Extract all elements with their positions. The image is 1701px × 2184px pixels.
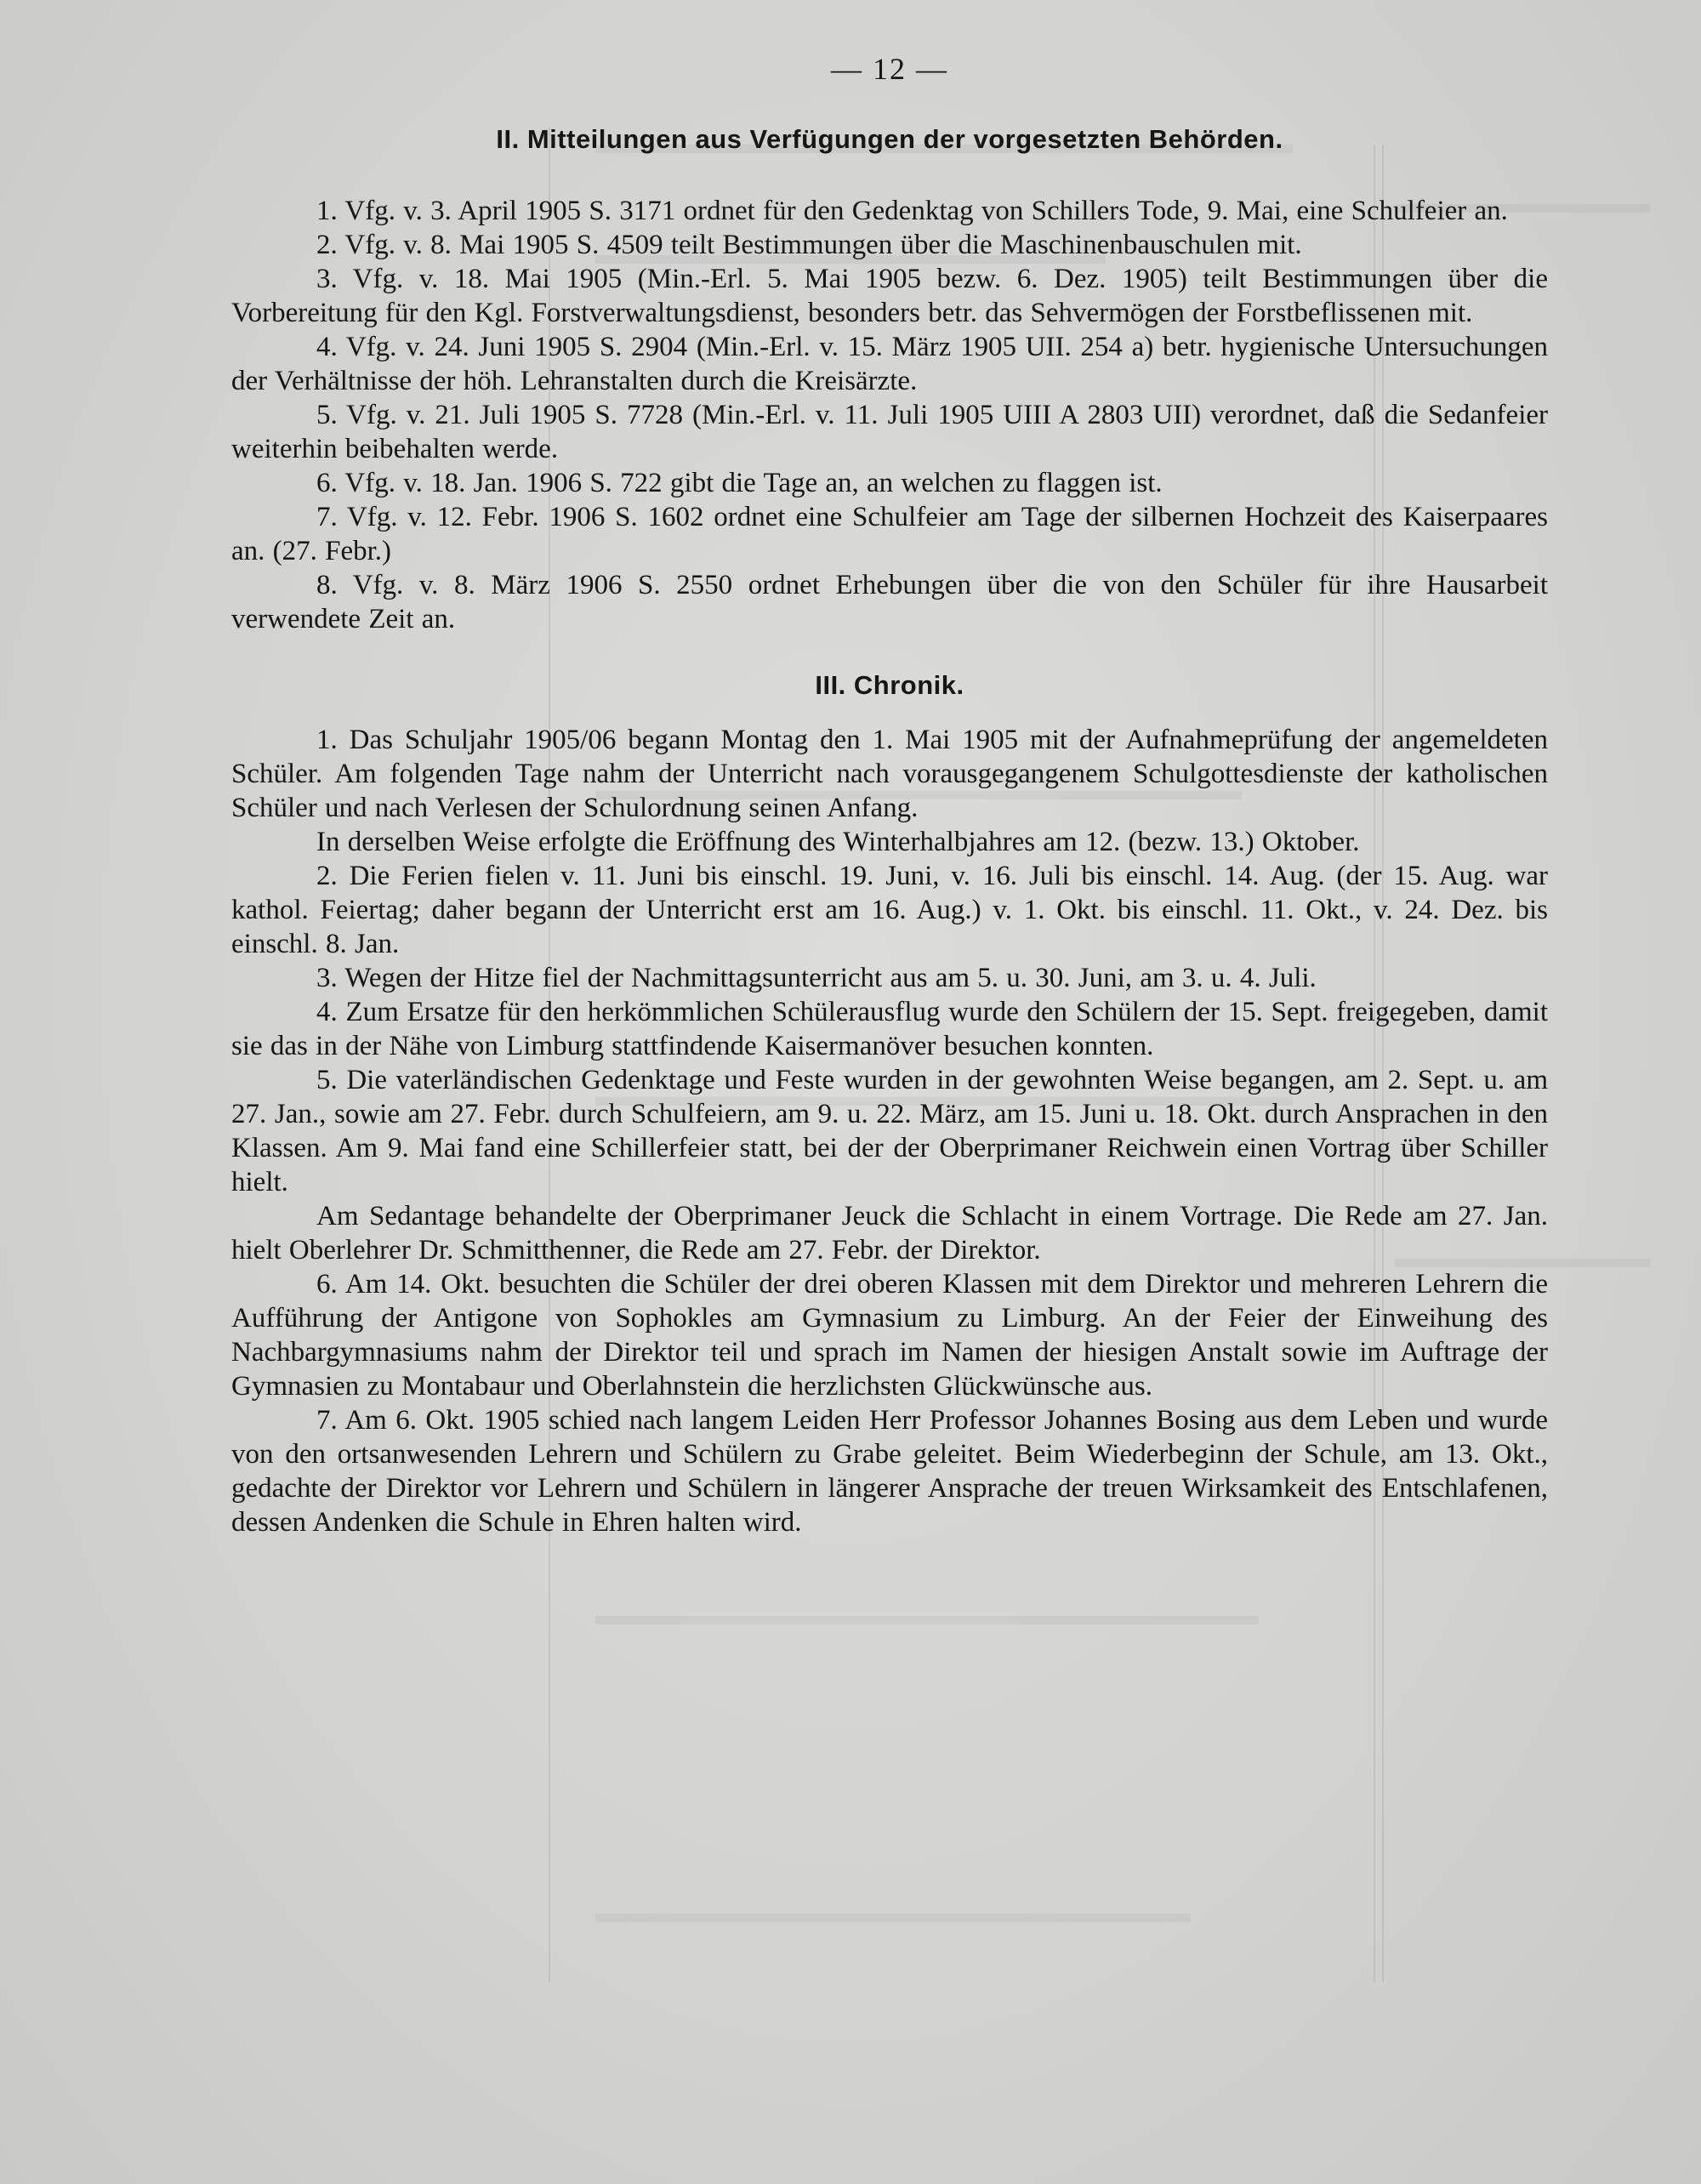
- chronik-item: 7. Am 6. Okt. 1905 schied nach langem Leiden Herr Professor Johannes Bosing aus dem Leben und wurde von den ortsanwesenden Lehrern und Schülern zu Grabe geleitet. Beim Wiederbeginn der Schule, am 13. Okt., gedachte der Direktor vor Lehrern und Schülern in längerer Ansprache der treuen Wirksamkeit des Entschlafenen, dessen Andenken die Schule in Ehren halten wird.: [231, 1405, 1548, 1538]
- chronik-item: In derselben Weise erfolgte die Eröffnung des Winterhalbjahres am 12. (bezw. 13.) Oktober.: [316, 827, 1360, 857]
- chronik-item: 2. Die Ferien fielen v. 11. Juni bis einschl. 19. Juni, v. 16. Juli bis einschl. 14. Aug. (der 15. Aug. war kathol. Feiertag; daher begann der Unterricht erst am 16. Aug.) v. 1. Okt. bis einschl. 11. Okt., v. 24. Dez. bis einschl. 8. Jan.: [231, 861, 1548, 959]
- section-heading-mitteilungen: II. Mitteilungen aus Verfügungen der vorgesetzten Behörden.: [496, 124, 1283, 154]
- mitteilung-item: 6. Vfg. v. 18. Jan. 1906 S. 722 gibt die Tage an, an welchen zu flaggen ist.: [316, 468, 1163, 498]
- section-heading-chronik: III. Chronik.: [815, 670, 964, 700]
- mitteilung-item: 8. Vfg. v. 8. März 1906 S. 2550 ordnet Erhebungen über die von den Schüler für ihre Hausarbeit verwendete Zeit an.: [231, 570, 1548, 634]
- mitteilung-item: 4. Vfg. v. 24. Juni 1905 S. 2904 (Min.-Erl. v. 15. März 1905 UII. 254 a) betr. hygienische Untersuchungen der Verhältnisse der höh. Lehranstalten durch die Kreisärzte.: [231, 332, 1548, 396]
- chronik-item: 6. Am 14. Okt. besuchten die Schüler der drei oberen Klassen mit dem Direktor und mehreren Lehrern die Aufführung der Antigone von Sophokles am Gymnasium zu Limburg. An der Feier der Einweihung des Nachbargymnasiums nahm der Direktor teil und sprach im Namen der hiesigen Anstalt sowie im Auftrage der Gymnasien zu Montabaur und Oberlahnstein die herzlichsten Glückwünsche aus.: [231, 1269, 1548, 1402]
- chronik-list: [231, 723, 1548, 1539]
- chronik-item: Am Sedantage behandelte der Oberprimaner Jeuck die Schlacht in einem Vortrage. Die Rede am 27. Jan. hielt Oberlehrer Dr. Schmitthenner, die Rede am 27. Febr. der Direktor.: [231, 1201, 1548, 1265]
- chronik-item: 3. Wegen der Hitze fiel der Nachmittagsunterricht aus am 5. u. 30. Juni, am 3. u. 4. Juli.: [316, 963, 1317, 993]
- bleed-through-text: [595, 1616, 1259, 1624]
- mitteilung-item: 3. Vfg. v. 18. Mai 1905 (Min.-Erl. 5. Mai 1905 bezw. 6. Dez. 1905) teilt Bestimmungen über die Vorbereitung für den Kgl. Forstverwaltungsdienst, besonders betr. das Sehvermögen der Forstbeflissenen mit.: [231, 264, 1548, 328]
- chronik-item: 4. Zum Ersatze für den herkömmlichen Schülerausflug wurde den Schülern der 15. Sept. freigegeben, damit sie das in der Nähe von Limburg stattfindende Kaisermanöver besuchen konnten.: [231, 997, 1548, 1061]
- mitteilung-item: 7. Vfg. v. 12. Febr. 1906 S. 1602 ordnet eine Schulfeier am Tage der silbernen Hochzeit des Kaiserpaares an. (27. Febr.): [231, 502, 1548, 566]
- mitteilung-item: 5. Vfg. v. 21. Juli 1905 S. 7728 (Min.-Erl. v. 11. Juli 1905 UIII A 2803 UII) verordnet, daß die Sedanfeier weiterhin beibehalten werde.: [231, 400, 1548, 464]
- chronik-item: 1. Das Schuljahr 1905/06 begann Montag den 1. Mai 1905 mit der Aufnahmeprüfung der angemeldeten Schüler. Am folgenden Tage nahm der Unterricht nach vorausgegangenem Schulgottesdienste der katholischen Schüler und nach Verlesen der Schulordnung seinen Anfang.: [231, 725, 1548, 823]
- page-number: — 12 —: [831, 52, 948, 86]
- mitteilung-item: 2. Vfg. v. 8. Mai 1905 S. 4509 teilt Bestimmungen über die Maschinenbauschulen mit.: [316, 230, 1302, 260]
- mitteilung-item: 1. Vfg. v. 3. April 1905 S. 3171 ordnet für den Gedenktag von Schillers Tode, 9. Mai, eine Schulfeier an.: [316, 196, 1508, 226]
- bleed-through-text: [595, 1914, 1191, 1922]
- page-content: [231, 51, 1548, 1539]
- mitteilungen-list: [231, 194, 1548, 636]
- chronik-item: 5. Die vaterländischen Gedenktage und Feste wurden in der gewohnten Weise begangen, am 2. Sept. u. am 27. Jan., sowie am 27. Febr. durch Schulfeiern, am 9. u. 22. März, am 15. Juni u. 18. Okt. durch Ansprachen in den Klassen. Am 9. Mai fand eine Schillerfeier statt, bei der der Oberprimaner Reichwein einen Vortrag über Schiller hielt.: [231, 1065, 1548, 1197]
